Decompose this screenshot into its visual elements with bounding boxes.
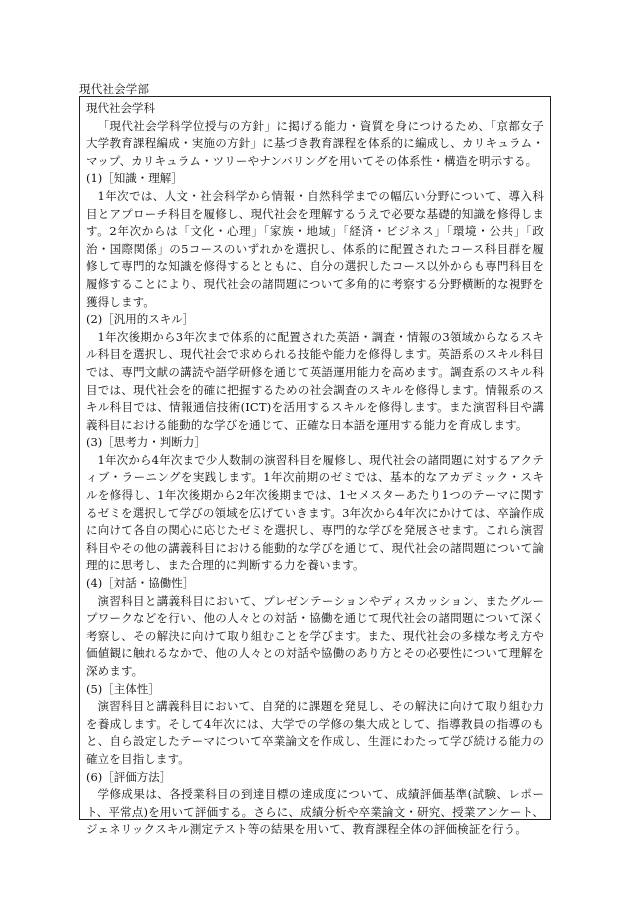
section-knowledge-heading: (1)［知識・理解］ (86, 171, 183, 186)
section-thinking-heading: (3)［思考力・判断力］ (86, 435, 206, 450)
section-skills-body: 1年次後期から3年次まで体系的に配置された英語・調査・情報の3領域からなるスキル科目を選択し、現代社会で求められる技能や能力を修得します。英語系のスキル科目では、専門文献の講読や語学研修を通じて英語運用能力を高めます。調査系のスキル科目では、現代社会を的確に把握するための社会調査のスキルを修得します。情報系のスキル科目では、情報通信技術(ICT)を活用するスキルを修得します。また演習科目や講義科目における能動的な学びを通じて、正確な日本語を運用する能力を育成します。 (86, 329, 544, 432)
section-knowledge-body: 1年次では、人文・社会科学から情報・自然科学までの幅広い分野について、導入科目とアプローチ科目を履修し、現代社会を理解するうえで必要な基礎的知識を修得します。2年次からは「文化・心理」「家族・地域」「経済・ビジネス」「環境・公共」「政治・国際関係」の5コースのいずれかを選択し、体系的に配置されたコース科目群を履修して専門的な知識を修得するとともに、自分の選択したコース以外からも専門科目を履修することにより、現代社会の諸問題について多角的に考察する分野横断的な視野を獲得します。 (86, 188, 544, 309)
section-evaluation-heading: (6)［評価方法］ (86, 769, 172, 784)
section-initiative-body: 演習科目と講義科目において、自発的に課題を発見し、その解決に向けて取り組む力を養成します。そして4年次には、大学での学修の集大成として、指導教員の指導のもと、自ら設定したテーマについて卒業論文を作成し、生涯にわたって学び続ける能力の確立を目指します。 (86, 699, 544, 766)
section-dialogue-body: 演習科目と講義科目において、プレゼンテーションやディスカッション、またグループワークなどを行い、他の人々との対話・協働を通じて現代社会の諸問題について深く考察し、その解決に向けて取り組むことを学びます。また、現代社会の多様な考え方や価値観に触れるなかで、他の人々との対話や協働のあり方とその必要性について理解を深めます。 (86, 593, 544, 678)
intro-paragraph: 「現代社会学科学位授与の方針」に掲げる能力・資質を身につけるため、「京都女子大学教育課程編成・実施の方針」に基づき教育課程を体系的に編成し、カリキュラム・マップ、カリキュラム・ツリーやナンバリングを用いてその体系性・構造を明示する。 (86, 118, 544, 168)
faculty-title: 現代社会学部 (79, 82, 150, 96)
department-title: 現代社会学科 (86, 101, 155, 115)
section-evaluation-body: 学修成果は、各授業科目の到達目標の達成度について、成績評価基準(試験、レポート、平常点)を用いて評価する。さらに、成績分析や卒業論文・研究、授業アンケート、ジェネリックスキル測定テスト等の結果を用いて、教育課程全体の評価検証を行う。 (86, 787, 544, 837)
section-thinking-body: 1年次から4年次まで少人数制の演習科目を履修し、現代社会の諸問題に対するアクティブ・ラーニングを実践します。1年次前期のゼミでは、基本的なアカデミック・スキルを修得し、1年次後期から2年次後期までは、1セメスターあたり1つのテーマに関するゼミを選択して学びの領域を広げていきます。3年次から4年次にかけては、卒論作成に向けて各自の関心に応じたゼミを選択し、専門的な学びを発展させます。これら演習科目やその他の講義科目における能動的な学びを通じて、現代社会の諸問題について論理的に思考し、また合理的に判断する力を養います。 (86, 452, 544, 573)
curriculum-policy-box (79, 96, 551, 837)
section-dialogue-heading: (4)［対話・協働性］ (86, 576, 195, 591)
section-initiative-heading: (5)［主体性］ (86, 681, 160, 696)
section-skills-heading: (2)［汎用的スキル］ (86, 312, 195, 327)
